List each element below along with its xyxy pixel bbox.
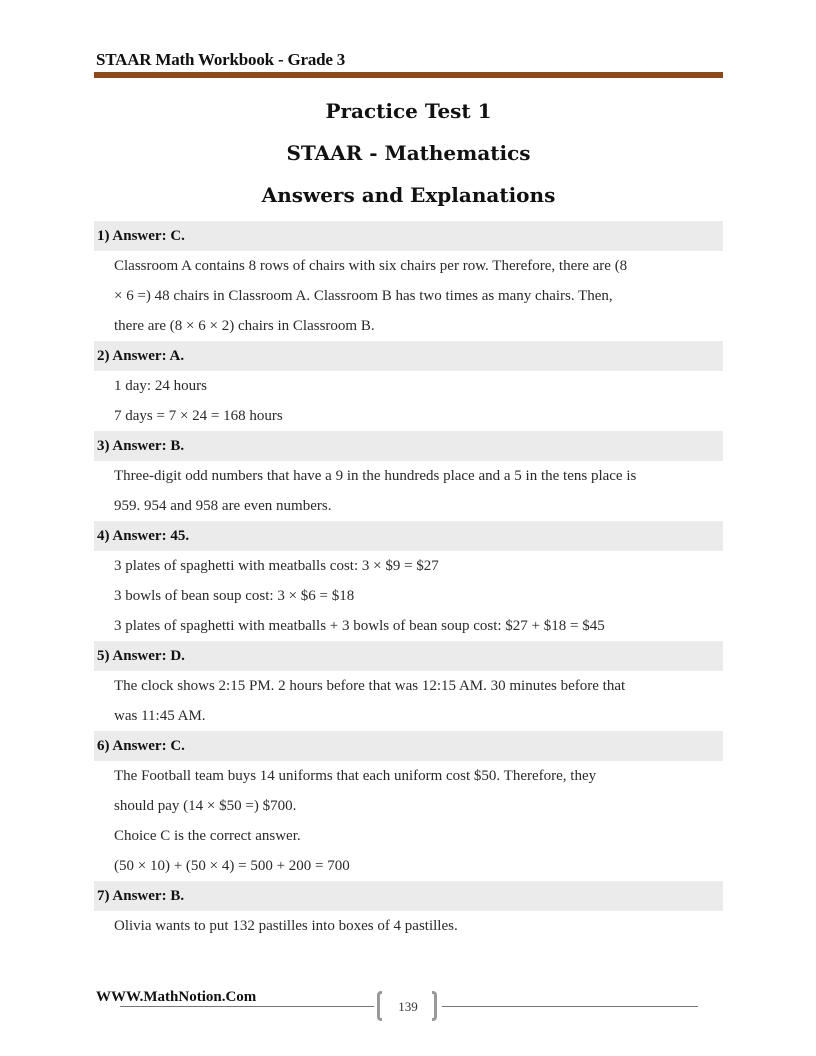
answer-block [94,641,723,731]
page-number: 139 [398,999,418,1014]
answer-heading: 3) Answer: B. [94,431,723,461]
footer-website: WWW.MathNotion.Com [96,989,257,1005]
explanation-line: should pay (14 × $50 =) $700. [114,798,297,814]
answer-block [94,521,723,641]
title-subject: STAAR - Mathematics [286,141,531,165]
explanation-line: Choice C is the correct answer. [114,828,301,844]
explanation-line: 3 plates of spaghetti with meatballs + 3 bowls of bean soup cost: $27 + $18 = $45 [114,618,605,634]
answer-heading: 1) Answer: C. [94,221,723,251]
explanation-line: there are (8 × 6 × 2) chairs in Classroom B. [114,318,375,334]
footer-rule-right [442,1006,698,1007]
explanation-line: × 6 =) 48 chairs in Classroom A. Classroom B has two times as many chairs. Then, [114,288,613,304]
explanation-line: 3 plates of spaghetti with meatballs cost: 3 × $9 = $27 [114,558,439,574]
explanation-line: Olivia wants to put 132 pastilles into boxes of 4 pastilles. [114,918,458,934]
explanation-line: 959. 954 and 958 are even numbers. [114,498,332,514]
answer-heading: 6) Answer: C. [94,731,723,761]
answer-block [94,221,723,341]
explanation-line: 1 day: 24 hours [114,378,207,394]
explanation-line: 7 days = 7 × 24 = 168 hours [114,408,283,424]
answer-block [94,431,723,521]
header-title: STAAR Math Workbook - Grade 3 [96,50,346,69]
explanation-line: The clock shows 2:15 PM. 2 hours before that was 12:15 AM. 30 minutes before that [114,678,626,694]
explanation-line: The Football team buys 14 uniforms that each uniform cost $50. Therefore, they [114,768,597,784]
answer-block [94,731,723,881]
explanation-line: 3 bowls of bean soup cost: 3 × $6 = $18 [114,588,355,604]
answer-heading: 2) Answer: A. [94,341,723,371]
answer-heading: 4) Answer: 45. [94,521,723,551]
answer-block [94,881,723,941]
explanation-line: (50 × 10) + (50 × 4) = 500 + 200 = 700 [114,858,350,874]
explanation-line: Classroom A contains 8 rows of chairs with six chairs per row. Therefore, there are (8 [114,258,628,274]
answer-heading: 7) Answer: B. [94,881,723,911]
answer-block [94,341,723,431]
title-practice-test: Practice Test 1 [325,99,492,123]
answer-heading: 5) Answer: D. [94,641,723,671]
footer-rule-left [120,1006,374,1007]
header-rule [94,72,723,78]
explanation-line: Three-digit odd numbers that have a 9 in the hundreds place and a 5 in the tens place is [114,468,637,484]
explanation-line: was 11:45 AM. [114,708,206,724]
title-answers: Answers and Explanations [261,183,556,207]
answers-list [94,221,723,941]
